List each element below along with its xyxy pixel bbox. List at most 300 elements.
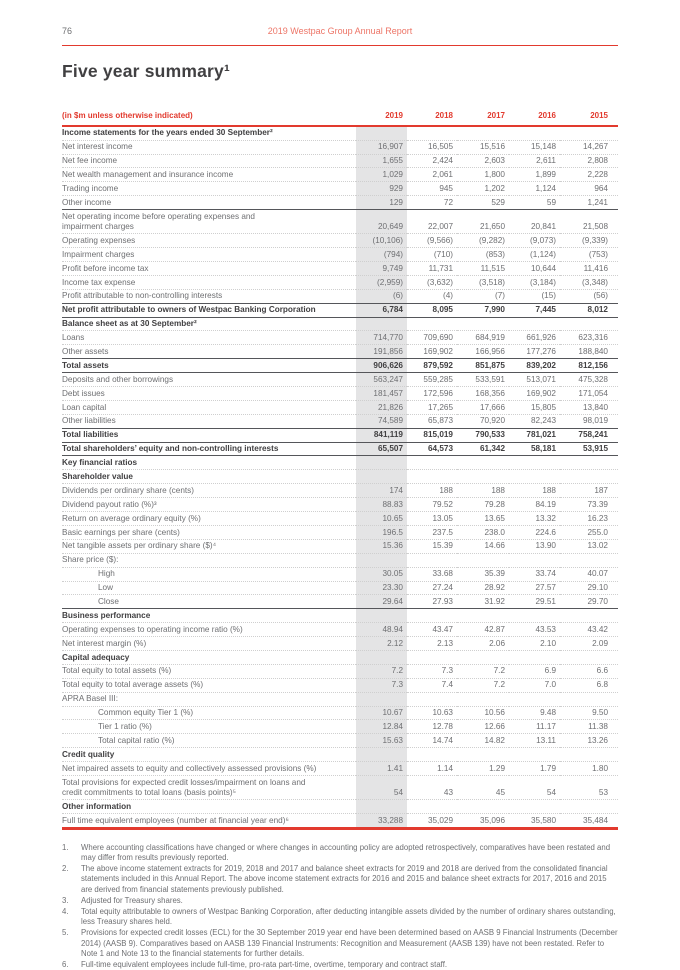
cell-2017: 238.0 [457, 525, 509, 539]
table-row [62, 182, 618, 196]
cell-2017: 28.92 [457, 581, 509, 595]
table-row [62, 331, 618, 345]
cell-2016: 188 [509, 484, 560, 498]
cell-2019: (6) [356, 289, 407, 303]
row-label: Net wealth management and insurance income [62, 168, 356, 182]
cell-2018: 72 [407, 196, 457, 210]
cell-2015: 171,054 [560, 387, 618, 401]
cell-2019: 7.2 [356, 664, 407, 678]
row-label: Income tax expense [62, 275, 356, 289]
table-row [62, 140, 618, 154]
cell-2017 [457, 692, 509, 706]
cell-2015: 40.07 [560, 567, 618, 581]
cell-2016 [509, 553, 560, 567]
row-label: Total provisions for expected credit losses/impairment on loans and credit commitments to total loans (basis points)⁵ [62, 775, 356, 799]
cell-2015 [560, 317, 618, 331]
cell-2015: 475,328 [560, 373, 618, 387]
cell-2015: 13,840 [560, 400, 618, 414]
cell-2016: 43.53 [509, 623, 560, 637]
cell-2018: 2.13 [407, 637, 457, 651]
cell-2016 [509, 470, 560, 484]
cell-2016: 1.79 [509, 762, 560, 776]
row-label: Return on average ordinary equity (%) [62, 512, 356, 526]
row-label: Common equity Tier 1 (%) [62, 706, 356, 720]
cell-2019: 6,784 [356, 303, 407, 317]
row-label: Total capital ratio (%) [62, 734, 356, 748]
footnote-text: Full-time equivalent employees include full-time, pro-rata part-time, overtime, temporary and contract staff. [81, 960, 448, 970]
cell-2016: (9,073) [509, 234, 560, 248]
table-row [62, 664, 618, 678]
cell-2016: 82,243 [509, 414, 560, 428]
cell-2015 [560, 609, 618, 623]
cell-2017: 684,919 [457, 331, 509, 345]
row-label: Trading income [62, 182, 356, 196]
cell-2018: 13.05 [407, 512, 457, 526]
footnote-number: 5. [62, 928, 69, 938]
cell-2018: 237.5 [407, 525, 457, 539]
table-row [62, 262, 618, 276]
row-label: Credit quality [62, 748, 356, 762]
table-row [62, 525, 618, 539]
row-label: Loans [62, 331, 356, 345]
table-row [62, 248, 618, 262]
cell-2018: 35,029 [407, 813, 457, 828]
row-label: High [62, 567, 356, 581]
total-row [62, 442, 618, 456]
cell-2017 [457, 748, 509, 762]
cell-2017 [457, 609, 509, 623]
cell-2015: 2,808 [560, 154, 618, 168]
cell-2017: 14.82 [457, 734, 509, 748]
cell-2017: 851,875 [457, 359, 509, 373]
cell-2019 [356, 748, 407, 762]
cell-2019 [356, 456, 407, 470]
row-label: Tier 1 ratio (%) [62, 720, 356, 734]
cell-2018: 12.78 [407, 720, 457, 734]
section-row [62, 650, 618, 664]
cell-2016: 33.74 [509, 567, 560, 581]
year-header-2015: 2015 [560, 109, 618, 126]
cell-2017: 35.39 [457, 567, 509, 581]
footnote-number: 1. [62, 842, 69, 852]
cell-2019: (2,959) [356, 275, 407, 289]
cell-2019: 563,247 [356, 373, 407, 387]
page-header [62, 24, 618, 46]
row-label: Net tangible assets per ordinary share ($)⁴ [62, 539, 356, 553]
cell-2019: 1,655 [356, 154, 407, 168]
table-row [62, 692, 618, 706]
cell-2018: (3,632) [407, 275, 457, 289]
cell-2017: (3,518) [457, 275, 509, 289]
cell-2015: 6.6 [560, 664, 618, 678]
cell-2019: 10.65 [356, 512, 407, 526]
cell-2015: 188,840 [560, 345, 618, 359]
cell-2015 [560, 126, 618, 140]
cell-2019: 7.3 [356, 678, 407, 692]
cell-2017 [457, 470, 509, 484]
cell-2018: 17,265 [407, 400, 457, 414]
cell-2017: 1,800 [457, 168, 509, 182]
cell-2019 [356, 126, 407, 140]
cell-2017: 15,516 [457, 140, 509, 154]
cell-2016 [509, 692, 560, 706]
cell-2019: (794) [356, 248, 407, 262]
table-header-row [62, 109, 618, 126]
cell-2019 [356, 317, 407, 331]
cell-2016: 2,611 [509, 154, 560, 168]
cell-2015: 98,019 [560, 414, 618, 428]
cell-2015: 1,241 [560, 196, 618, 210]
cell-2015 [560, 553, 618, 567]
row-label: Other liabilities [62, 414, 356, 428]
cell-2016: 35,580 [509, 813, 560, 828]
cell-2016: 781,021 [509, 428, 560, 442]
cell-2017: 13.65 [457, 512, 509, 526]
cell-2016 [509, 456, 560, 470]
cell-2016: 54 [509, 775, 560, 799]
cell-2015: (3,348) [560, 275, 618, 289]
cell-2019: 74,589 [356, 414, 407, 428]
cell-2018: 709,690 [407, 331, 457, 345]
row-label: Key financial ratios [62, 456, 356, 470]
table-row [62, 678, 618, 692]
row-label: Balance sheet as at 30 September² [62, 317, 356, 331]
cell-2019: (10,106) [356, 234, 407, 248]
cell-2016: 10,644 [509, 262, 560, 276]
cell-2015: 29.10 [560, 581, 618, 595]
row-label: Debt issues [62, 387, 356, 401]
cell-2018: 7.3 [407, 664, 457, 678]
cell-2017: 529 [457, 196, 509, 210]
table-row [62, 196, 618, 210]
row-label: Operating expenses [62, 234, 356, 248]
cell-2018 [407, 470, 457, 484]
cell-2016: (3,184) [509, 275, 560, 289]
cell-2015: 13.26 [560, 734, 618, 748]
cell-2016: 7,445 [509, 303, 560, 317]
footnotes [62, 843, 618, 970]
cell-2015: 53,915 [560, 442, 618, 456]
cell-2016: 661,926 [509, 331, 560, 345]
year-header-2018: 2018 [407, 109, 457, 126]
cell-2018: 169,902 [407, 345, 457, 359]
row-label: Close [62, 595, 356, 609]
cell-2015: 623,316 [560, 331, 618, 345]
cell-2018: 188 [407, 484, 457, 498]
cell-2018: 815,019 [407, 428, 457, 442]
cell-2015 [560, 456, 618, 470]
year-header-2019: 2019 [356, 109, 407, 126]
report-header-title: 2019 Westpac Group Annual Report [267, 26, 413, 36]
footnote [62, 928, 618, 959]
table-row [62, 720, 618, 734]
cell-2015: (9,339) [560, 234, 618, 248]
cell-2018: 14.74 [407, 734, 457, 748]
cell-2019: 23.30 [356, 581, 407, 595]
cell-2017 [457, 317, 509, 331]
cell-2018: 1.14 [407, 762, 457, 776]
row-label: Total equity to total average assets (%) [62, 678, 356, 692]
cell-2019: 10.67 [356, 706, 407, 720]
row-label: Total liabilities [62, 428, 356, 442]
cell-2016 [509, 800, 560, 814]
cell-2016: 27.57 [509, 581, 560, 595]
cell-2019: 714,770 [356, 331, 407, 345]
table-row [62, 623, 618, 637]
cell-2016: 177,276 [509, 345, 560, 359]
cell-2018: 15.39 [407, 539, 457, 553]
cell-2017: 1,202 [457, 182, 509, 196]
cell-2018: 172,596 [407, 387, 457, 401]
cell-2018: 8,095 [407, 303, 457, 317]
row-label: Other income [62, 196, 356, 210]
cell-2019: 20,649 [356, 210, 407, 234]
cell-2016: 11.17 [509, 720, 560, 734]
table-row [62, 567, 618, 581]
cell-2019: 54 [356, 775, 407, 799]
row-label: Capital adequacy [62, 650, 356, 664]
cell-2015: 21,508 [560, 210, 618, 234]
footnote-number: 2. [62, 864, 69, 874]
footnote-text: Provisions for expected credit losses (ECL) for the 30 September 2019 year end have been determined based on AASB 9 Financial Instruments (December 2014) (AASB 9). Comparatives based on AASB 139 Financial Instruments: Recognition and Measurement (AASB 139) have not been restated. Refer to Note 1 and Note 13 to the financial statements for further details. [81, 928, 618, 958]
cell-2016 [509, 126, 560, 140]
footnote [62, 896, 618, 906]
cell-2015: 6.8 [560, 678, 618, 692]
cell-2015: 29.70 [560, 595, 618, 609]
cell-2015: 758,241 [560, 428, 618, 442]
cell-2015: 53 [560, 775, 618, 799]
cell-2017: 31.92 [457, 595, 509, 609]
row-label: Net profit attributable to owners of Westpac Banking Corporation [62, 303, 356, 317]
cell-2017: 14.66 [457, 539, 509, 553]
table-row [62, 813, 618, 828]
cell-2019: 48.94 [356, 623, 407, 637]
cell-2017 [457, 650, 509, 664]
cell-2015: 255.0 [560, 525, 618, 539]
cell-2017: 11,515 [457, 262, 509, 276]
cell-2016: (15) [509, 289, 560, 303]
cell-2015 [560, 748, 618, 762]
footnote [62, 864, 618, 895]
cell-2019: 88.83 [356, 498, 407, 512]
row-label: Dividend payout ratio (%)³ [62, 498, 356, 512]
footnote-text: The above income statement extracts for 2019, 2018 and 2017 and balance sheet extracts for 2019 and 2018 are derived from the consolidated financial statements included in this Annual Report. The above income statement extracts for 2016 and 2015 and balance sheet extracts for 2017, 2016 and 2015 are derived from financial statements previously published. [81, 864, 608, 894]
cell-2019: 30.05 [356, 567, 407, 581]
cell-2015: 8,012 [560, 303, 618, 317]
section-row [62, 800, 618, 814]
table-row [62, 498, 618, 512]
cell-2018 [407, 317, 457, 331]
cell-2018: (4) [407, 289, 457, 303]
cell-2015: 13.02 [560, 539, 618, 553]
table-row [62, 637, 618, 651]
cell-2019: 129 [356, 196, 407, 210]
cell-2018 [407, 609, 457, 623]
section-row [62, 126, 618, 140]
section-row [62, 456, 618, 470]
cell-2018: 10.63 [407, 706, 457, 720]
table-row [62, 553, 618, 567]
cell-2018 [407, 126, 457, 140]
section-row [62, 470, 618, 484]
table-row [62, 387, 618, 401]
cell-2019 [356, 650, 407, 664]
cell-2018 [407, 553, 457, 567]
row-label: Dividends per ordinary share (cents) [62, 484, 356, 498]
cell-2016: 2.10 [509, 637, 560, 651]
cell-2018: 2,061 [407, 168, 457, 182]
cell-2015: 812,156 [560, 359, 618, 373]
cell-2017: 533,591 [457, 373, 509, 387]
cell-2018: 79.52 [407, 498, 457, 512]
cell-2016: 29.51 [509, 595, 560, 609]
cell-2018: 7.4 [407, 678, 457, 692]
cell-2019: 906,626 [356, 359, 407, 373]
table-row [62, 539, 618, 553]
cell-2017: 35,096 [457, 813, 509, 828]
cell-2015: 964 [560, 182, 618, 196]
cell-2018: 16,505 [407, 140, 457, 154]
cell-2019: 9,749 [356, 262, 407, 276]
cell-2017: 7,990 [457, 303, 509, 317]
page-title: Five year summary¹ [62, 61, 230, 81]
five-year-summary-table [62, 109, 618, 830]
cell-2015: 11.38 [560, 720, 618, 734]
row-label: Other information [62, 800, 356, 814]
cell-2019 [356, 609, 407, 623]
cell-2015: 35,484 [560, 813, 618, 828]
cell-2019: 1,029 [356, 168, 407, 182]
cell-2017: 79.28 [457, 498, 509, 512]
row-label: Shareholder value [62, 470, 356, 484]
cell-2016: 13.90 [509, 539, 560, 553]
cell-2016: 59 [509, 196, 560, 210]
cell-2017: 7.2 [457, 664, 509, 678]
cell-2016: 84.19 [509, 498, 560, 512]
table-row [62, 734, 618, 748]
cell-2016: 7.0 [509, 678, 560, 692]
row-label: APRA Basel III: [62, 692, 356, 706]
table-row [62, 345, 618, 359]
cell-2018: 945 [407, 182, 457, 196]
cell-2019: 16,907 [356, 140, 407, 154]
row-label: Operating expenses to operating income ratio (%) [62, 623, 356, 637]
cell-2019: 196.5 [356, 525, 407, 539]
cell-2019 [356, 692, 407, 706]
cell-2018 [407, 650, 457, 664]
table-row [62, 414, 618, 428]
cell-2018: (9,566) [407, 234, 457, 248]
cell-2018: 559,285 [407, 373, 457, 387]
cell-2018: 27.93 [407, 595, 457, 609]
cell-2017: 12.66 [457, 720, 509, 734]
cell-2017: 17,666 [457, 400, 509, 414]
footnote-number: 4. [62, 907, 69, 917]
row-label: Basic earnings per share (cents) [62, 525, 356, 539]
cell-2016: 1,124 [509, 182, 560, 196]
row-label: Net fee income [62, 154, 356, 168]
row-label: Net impaired assets to equity and collectively assessed provisions (%) [62, 762, 356, 776]
cell-2017 [457, 553, 509, 567]
year-header-2016: 2016 [509, 109, 560, 126]
cell-2019: 21,826 [356, 400, 407, 414]
cell-2018: 43.47 [407, 623, 457, 637]
footnote-text: Adjusted for Treasury shares. [81, 895, 183, 905]
cell-2015: 73.39 [560, 498, 618, 512]
cell-2015 [560, 650, 618, 664]
cell-2017: 1.29 [457, 762, 509, 776]
row-label: Net operating income before operating expenses and impairment charges [62, 210, 356, 234]
cell-2015 [560, 800, 618, 814]
row-label: Income statements for the years ended 30 September² [62, 126, 356, 140]
cell-2018 [407, 748, 457, 762]
cell-2019: 12.84 [356, 720, 407, 734]
cell-2017: 790,533 [457, 428, 509, 442]
cell-2018: 33.68 [407, 567, 457, 581]
cell-2016: 13.32 [509, 512, 560, 526]
cell-2019: 174 [356, 484, 407, 498]
cell-2017: 2,603 [457, 154, 509, 168]
table-row [62, 775, 618, 799]
cell-2017: 168,356 [457, 387, 509, 401]
cell-2017 [457, 456, 509, 470]
footnote-text: Total equity attributable to owners of Westpac Banking Corporation, after deducting intangible assets divided by the number of ordinary shares outstanding, less Treasury shares held. [81, 907, 616, 927]
table-row [62, 168, 618, 182]
cell-2017: 188 [457, 484, 509, 498]
section-row [62, 317, 618, 331]
cell-2015: 43.42 [560, 623, 618, 637]
cell-2015: 1.80 [560, 762, 618, 776]
cell-2019 [356, 470, 407, 484]
footnote [62, 907, 618, 927]
cell-2018 [407, 800, 457, 814]
cell-2017 [457, 126, 509, 140]
cell-2019: 181,457 [356, 387, 407, 401]
row-label: Low [62, 581, 356, 595]
cell-2015 [560, 470, 618, 484]
cell-2018: 2,424 [407, 154, 457, 168]
cell-2017: 70,920 [457, 414, 509, 428]
cell-2018: (710) [407, 248, 457, 262]
year-header-2017: 2017 [457, 109, 509, 126]
cell-2016: 6.9 [509, 664, 560, 678]
cell-2015: 2,228 [560, 168, 618, 182]
total-row [62, 303, 618, 317]
cell-2019: 2.12 [356, 637, 407, 651]
cell-2016: 13.11 [509, 734, 560, 748]
footnote-number: 6. [62, 960, 69, 970]
row-label: Net interest income [62, 140, 356, 154]
cell-2019 [356, 800, 407, 814]
row-label: Profit before income tax [62, 262, 356, 276]
section-row [62, 609, 618, 623]
cell-2015: 2.09 [560, 637, 618, 651]
cell-2018: 22,007 [407, 210, 457, 234]
cell-2019: 33,288 [356, 813, 407, 828]
total-row [62, 428, 618, 442]
table-row [62, 595, 618, 609]
cell-2018: 64,573 [407, 442, 457, 456]
row-label: Total assets [62, 359, 356, 373]
row-label: Full time equivalent employees (number at financial year end)⁶ [62, 813, 356, 828]
cell-2015: 14,267 [560, 140, 618, 154]
unit-label: (in $m unless otherwise indicated) [62, 109, 356, 126]
cell-2016: 9.48 [509, 706, 560, 720]
cell-2016: 224.6 [509, 525, 560, 539]
cell-2018: 43 [407, 775, 457, 799]
cell-2016 [509, 650, 560, 664]
cell-2018: 879,592 [407, 359, 457, 373]
